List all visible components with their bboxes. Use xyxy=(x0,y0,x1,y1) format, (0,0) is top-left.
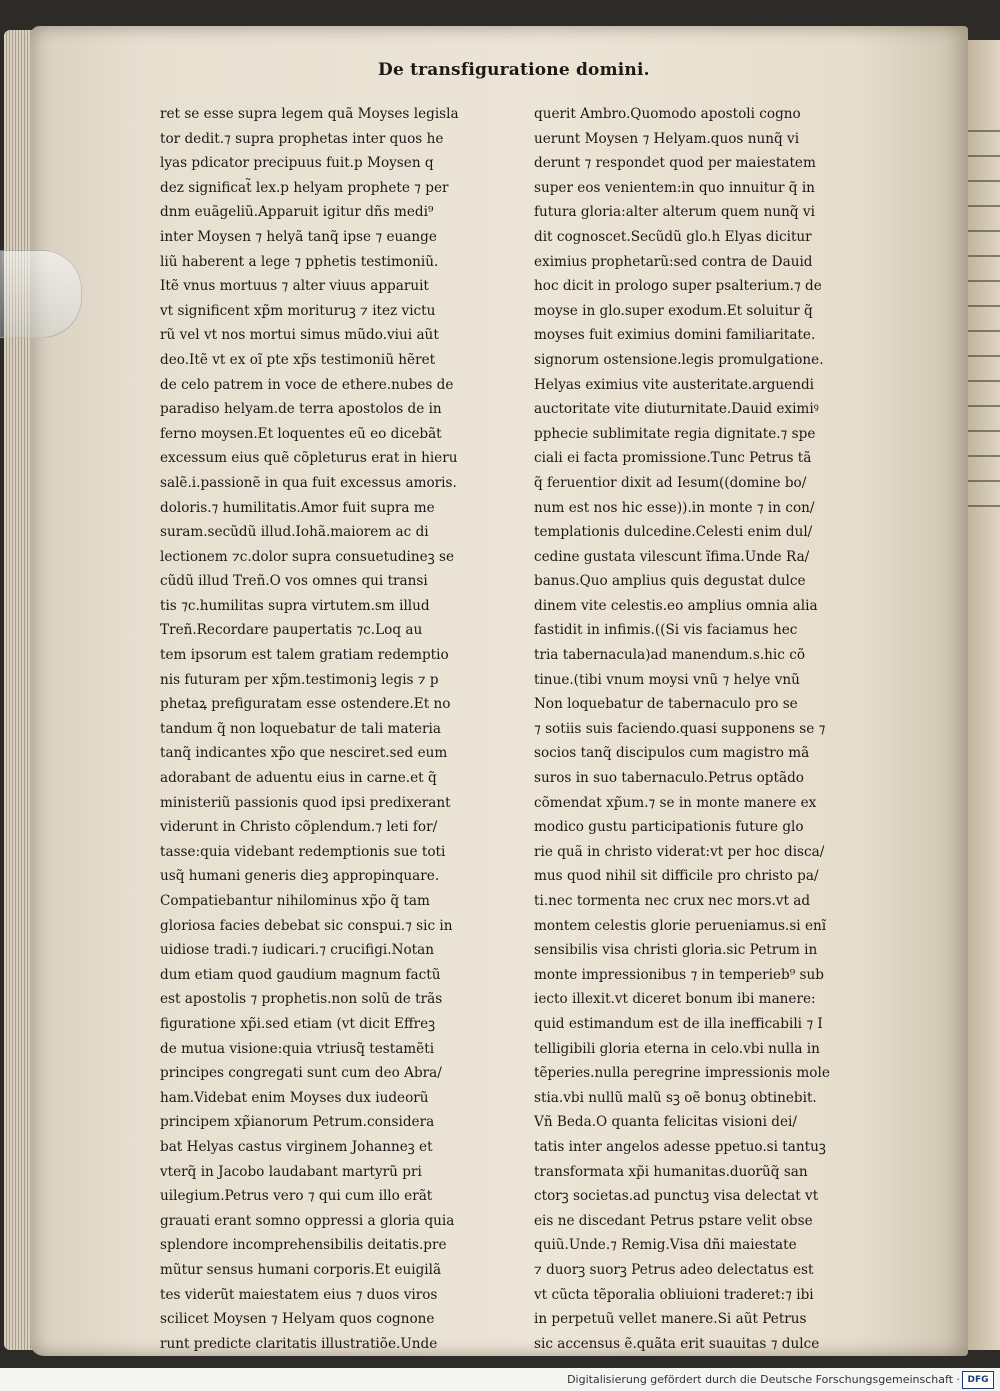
text-line: modico gustu participationis future glo xyxy=(534,819,804,836)
text-line: ⁊ duorꝫ suorꝫ Petrus adeo delectatus est xyxy=(534,1261,814,1278)
text-line: suram.secũdũ illud.Iohã.maiorem ac di xyxy=(160,524,429,541)
text-line: runt predicte claritatis illustratiõe.Unde xyxy=(160,1335,438,1352)
text-line: lyas pdicator precipuus fuit.p Moysen q xyxy=(160,155,434,172)
text-line: dum etiam quod gaudium magnum factũ xyxy=(160,966,441,983)
text-line: de celo patrem in voce de ethere.nubes de xyxy=(160,376,454,393)
text-line: templationis dulcedine.Celesti enim dul/ xyxy=(534,524,813,541)
page-holder-clip xyxy=(0,250,82,338)
text-line: mũtur sensus humani corporis.Et euigilã xyxy=(160,1261,442,1278)
text-line: grauati erant somno oppressi a gloria quia xyxy=(160,1212,455,1229)
text-line: tanq̃ indicantes xp̃o que nesciret.sed eum xyxy=(160,745,448,762)
text-line: iecto illexit.vt diceret bonum ibi manere: xyxy=(534,991,816,1008)
text-line: deo.Itẽ vt ex oĩ pte xp̃s testimoniũ hẽret xyxy=(160,351,436,368)
text-line: auctoritate vite diuturnitate.Dauid eximiꝰ xyxy=(534,401,819,418)
text-line: ham.Videbat enim Moyses dux iudeorũ xyxy=(160,1089,429,1106)
text-line: ferno moysen.Et loquentes eũ eo dicebãt xyxy=(160,425,442,442)
text-line: usq̃ humani generis dieꝫ appropinquare. xyxy=(160,868,440,885)
text-line: stia.vbi nullũ malũ sꝫ oẽ bonuꝫ obtinebit. xyxy=(534,1089,817,1106)
text-line: Vñ Beda.O quanta felicitas visioni dei/ xyxy=(534,1114,797,1131)
text-line: ⁊ sotiis suis faciendo.quasi supponens se ⁊ xyxy=(534,720,826,737)
text-line: ciali ei facta promissione.Tunc Petrus tã xyxy=(534,450,812,467)
text-line: eximius prophetarũ:sed contra de Dauid xyxy=(534,253,813,270)
text-line: derunt ⁊ respondet quod per maiestatem xyxy=(534,155,816,172)
text-line: nis futuram per xp̃m.testimoniꝫ legis ⁊ p xyxy=(160,671,439,688)
text-line: q̃ feruentior dixit ad Iesum((domine bo/ xyxy=(534,474,807,491)
text-line: rie quã in christo viderat:vt per hoc disca/ xyxy=(534,843,825,860)
text-line: tis ⁊c.humilitas supra virtutem.sm illud xyxy=(160,597,430,614)
text-line: monte impressionibus ⁊ in temperieb⁹ sub xyxy=(534,966,824,983)
text-line: tes viderũt maiestatem eius ⁊ duos viros xyxy=(160,1286,438,1303)
text-line: suros in suo tabernaculo.Petrus optãdo xyxy=(534,770,804,787)
text-line: de mutua visione:quia vtriusq̃ testamẽti xyxy=(160,1040,435,1057)
text-line: dnm euãgeliũ.Apparuit igitur dñs medi⁹ xyxy=(160,204,434,221)
text-line: eis ne discedant Petrus pstare velit obse xyxy=(534,1212,813,1229)
text-line: tatis inter angelos adesse ppetuo.si tantuꝫ xyxy=(534,1138,826,1155)
right-text-column xyxy=(534,102,894,1356)
text-line: num est nos hic esse)).in monte ⁊ in con/ xyxy=(534,499,815,516)
text-line: Helyas eximius vite austeritate.arguendi xyxy=(534,376,815,393)
text-line: dinem vite celestis.eo amplius omnia alia xyxy=(534,597,818,614)
text-line: ret se esse supra legem quã Moyses legisla xyxy=(160,106,459,122)
text-line: dez significat̃ lex.p helyam prophete ⁊ per xyxy=(160,179,449,196)
text-line: paradiso helyam.de terra apostolos de in xyxy=(160,401,442,418)
text-line: uerunt Moysen ⁊ Helyam.quos nunq̃ vi xyxy=(534,130,800,147)
text-line: ctorꝫ societas.ad punctuꝫ visa delectat vt xyxy=(534,1188,819,1205)
text-line: moyse in glo.super exodum.Et soluitur q̃ xyxy=(534,302,813,319)
text-line: viderunt in Christo cõplendum.⁊ leti for/ xyxy=(160,819,438,836)
text-line: vt cũcta tẽporalia obliuioni traderet:⁊ ibi xyxy=(534,1286,814,1303)
text-line: ministeriũ passionis quod ipsi predixerant xyxy=(160,794,451,811)
text-line: principes congregati sunt cum deo Abra/ xyxy=(160,1065,442,1082)
text-line: vt significent xp̃m morituruꝫ ⁊ itez victu xyxy=(160,302,436,319)
text-line: excessum eius quẽ cõpleturus erat in hieru xyxy=(160,450,458,467)
text-line: banus.Quo amplius quis degustat dulce xyxy=(534,573,806,590)
text-line: moyses fuit eximius domini familiaritate. xyxy=(534,327,816,344)
text-line: Non loquebatur de tabernaculo pro se xyxy=(534,696,798,713)
text-line: cũdũ illud Treñ.O vos omnes qui transi xyxy=(160,573,428,590)
text-line: hoc dicit in prologo super psalterium.⁊ de xyxy=(534,278,822,295)
text-line: tasse:quia videbant redemptionis sue toti xyxy=(160,843,446,860)
running-head: De transfiguratione domini. xyxy=(378,60,650,80)
text-line: doloris.⁊ humilitatis.Amor fuit supra me xyxy=(160,499,435,516)
text-line: phetaꝝ prefiguratam esse ostendere.Et no xyxy=(160,696,451,713)
text-line: tor dedit.⁊ supra prophetas inter quos he xyxy=(160,130,444,147)
text-line: socios tanq̃ discipulos cum magistro mã xyxy=(534,745,810,762)
text-line: tinue.(tibi vnum moysi vnũ ⁊ helye vnũ xyxy=(534,671,800,688)
text-line: figuratione xp̃i.sed etiam (vt dicit Effreꝫ xyxy=(160,1015,436,1032)
text-line: lectionem ⁊c.dolor supra consuetudineꝫ se xyxy=(160,548,454,565)
text-line: uidiose tradi.⁊ iudicari.⁊ crucifigi.Notan xyxy=(160,942,434,959)
text-line: tẽperies.nulla peregrine impressionis mole xyxy=(534,1065,830,1082)
text-line: super eos venientem:in quo innuitur q̃ in xyxy=(534,179,815,196)
text-line: in perpetuũ vellet manere.Si aũt Petrus xyxy=(534,1311,807,1328)
dfg-logo: DFG xyxy=(962,1371,994,1389)
text-line: quiũ.Unde.⁊ Remig.Visa dñi maiestate xyxy=(534,1237,797,1254)
funding-note: Digitalisierung gefördert durch die Deutsche Forschungsgemeinschaft · xyxy=(567,1373,960,1386)
text-line: inter Moysen ⁊ helyã tanq̃ ipse ⁊ euange xyxy=(160,228,437,245)
text-line: transformata xp̃i humanitas.duorũq̃ san xyxy=(534,1163,808,1180)
text-line: adorabant de aduentu eius in carne.et q̃ xyxy=(160,770,437,787)
text-line: cõmendat xp̃um.⁊ se in monte manere ex xyxy=(534,794,817,811)
text-line: sensibilis visa christi gloria.sic Petrum in xyxy=(534,942,818,959)
text-line: Itẽ vnus mortuus ⁊ alter viuus apparuit xyxy=(160,278,429,295)
text-line: tem ipsorum est talem gratiam redemptio xyxy=(160,647,449,664)
text-line: signorum ostensione.legis promulgatione. xyxy=(534,351,824,368)
text-line: querit Ambro.Quomodo apostoli cogno xyxy=(534,106,801,122)
text-line: rũ vel vt nos mortui simus mũdo.viui aũt xyxy=(160,327,439,344)
text-line: dit cognoscet.Secũdũ glo.h Elyas dicitur xyxy=(534,228,812,245)
text-line: pphecie sublimitate regia dignitate.⁊ spe xyxy=(534,425,816,442)
text-line: tandum q̃ non loquebatur de tali materia xyxy=(160,720,442,737)
text-line: uilegium.Petrus vero ⁊ qui cum illo erãt xyxy=(160,1188,433,1205)
footer-bar xyxy=(0,1368,1000,1391)
text-line: mus quod nihil sit difficile pro christo pa/ xyxy=(534,868,819,885)
text-line: Compatiebantur nihilominus xp̃o q̃ tam xyxy=(160,893,430,909)
text-line: est apostolis ⁊ prophetis.non solũ de trãs xyxy=(160,991,443,1008)
text-line: tria tabernacula)ad manendum.s.hic cõ xyxy=(534,647,806,664)
text-line: principem xp̃ianorum Petrum.considera xyxy=(160,1114,435,1131)
text-line: sic accensus ẽ.quãta erit suauitas ⁊ dulce xyxy=(534,1335,820,1352)
text-line: Treñ.Recordare paupertatis ⁊c.Loq au xyxy=(160,622,423,639)
text-line: liũ haberent a lege ⁊ pphetis testimoniũ. xyxy=(160,253,439,270)
text-line: cedine gustata vilescunt ĩfima.Unde Ra/ xyxy=(534,548,810,565)
text-line: quid estimandum est de illa inefficabili ⁊ I xyxy=(534,1015,823,1032)
text-line: telligibili gloria eterna in celo.vbi nulla in xyxy=(534,1040,820,1057)
text-line: scilicet Moysen ⁊ Helyam quos cognone xyxy=(160,1311,435,1328)
left-text-column xyxy=(160,102,522,1356)
text-line: splendore incomprehensibilis deitatis.pre xyxy=(160,1237,447,1254)
text-line: ti.nec tormenta nec crux nec mors.vt ad xyxy=(534,893,811,909)
text-line: bat Helyas castus virginem Johanneꝫ et xyxy=(160,1138,433,1155)
text-line: montem celestis glorie perueniamus.si enĩ xyxy=(534,917,827,934)
text-line: gloriosa facies debebat sic conspui.⁊ sic in xyxy=(160,917,453,934)
text-line: salẽ.i.passionẽ in qua fuit excessus amoris. xyxy=(160,474,457,491)
text-line: fastidit in infimis.((Si vis faciamus hec xyxy=(534,622,798,639)
text-line: futura gloria:alter alterum quem nunq̃ vi xyxy=(534,204,815,221)
text-line: vterq̃ in Jacobo laudabant martyrũ pri xyxy=(160,1163,422,1180)
